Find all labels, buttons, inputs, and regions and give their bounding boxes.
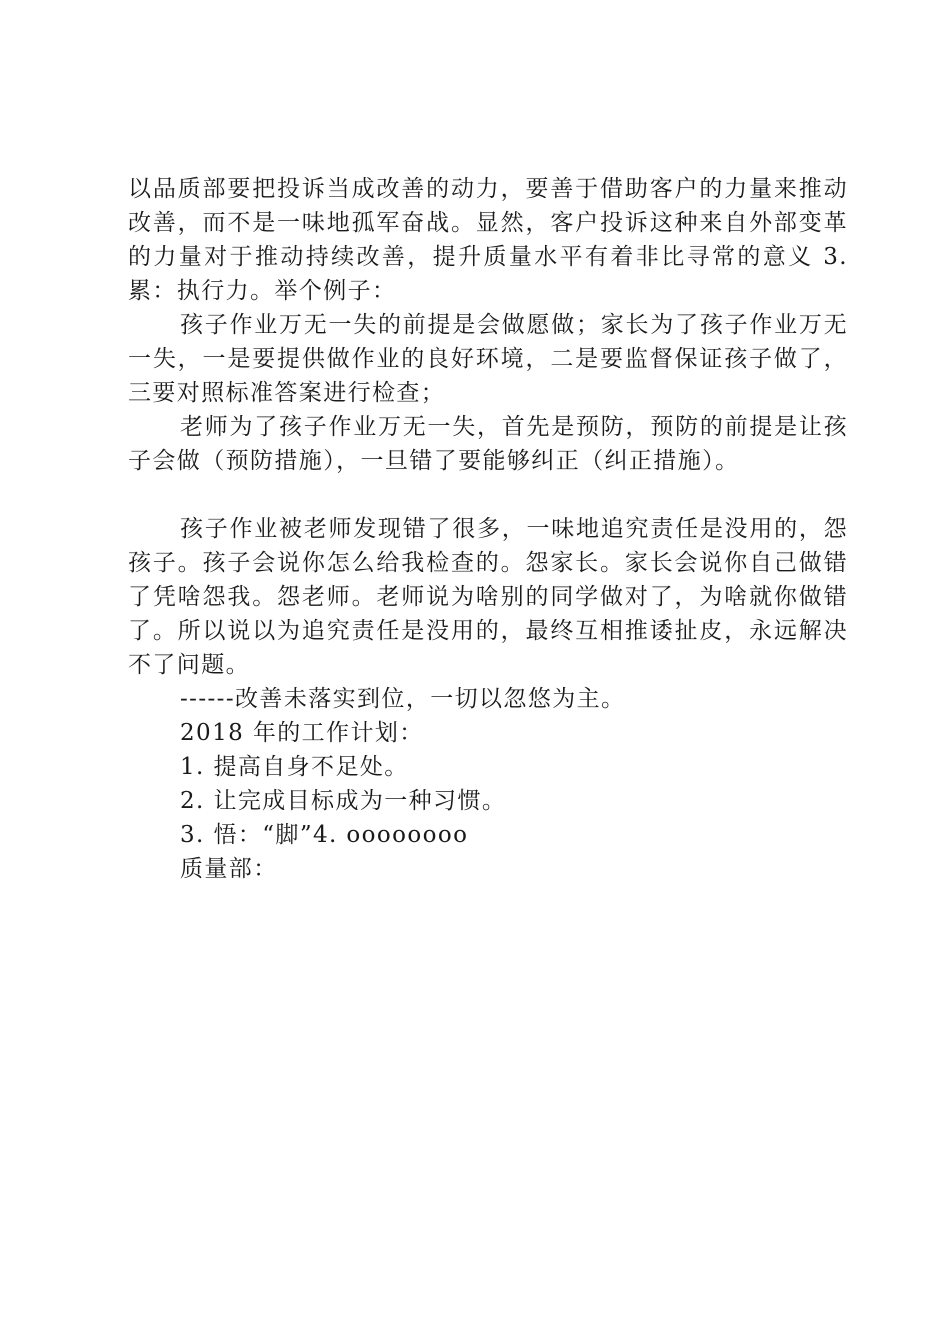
blank-line [128, 478, 848, 512]
paragraph-homework-parents: 孩子作业万无一失的前提是会做愿做；家长为了孩子作业万无一失，一是要提供做作业的良好环境，二是要监督保证孩子做了，三要对照标准答案进行检查； [128, 312, 848, 406]
paragraph-blame: 孩子作业被老师发现错了很多，一味地追究责任是没用的，怨孩子。孩子会说你怎么给我检查的。怨家长。家长会说你自己做错了凭啥怨我。怨老师。老师说为啥别的同学做对了，为啥就你做错了。所以说以为追究责任是没用的，最终互相推诿扯皮，永远解决不了问题。 [128, 516, 848, 678]
paragraph-homework-teacher: 老师为了孩子作业万无一失，首先是预防，预防的前提是让孩子会做（预防措施），一旦错了要能够纠正（纠正措施）。 [128, 414, 848, 474]
document-body [128, 172, 848, 886]
line-plan-item-3: 3. 悟：“脚”4. oooooooo [180, 822, 469, 848]
line-plan-heading: 2018 年的工作计划： [180, 720, 424, 746]
line-plan-item-2: 2. 让完成目标成为一种习惯。 [180, 788, 507, 814]
paragraph-complaints: 以品质部要把投诉当成改善的动力，要善于借助客户的力量来推动改善，而不是一味地孤军奋战。显然，客户投诉这种来自外部变革的力量对于推动持续改善，提升质量水平有着非比寻常的意义 3. 累：执行力。举个例子： [128, 176, 848, 304]
line-plan-item-1: 1. 提高自身不足处。 [180, 754, 409, 780]
line-summary: ------改善未落实到位，一切以忽悠为主。 [180, 686, 626, 712]
line-signature: 质量部： [180, 856, 278, 882]
